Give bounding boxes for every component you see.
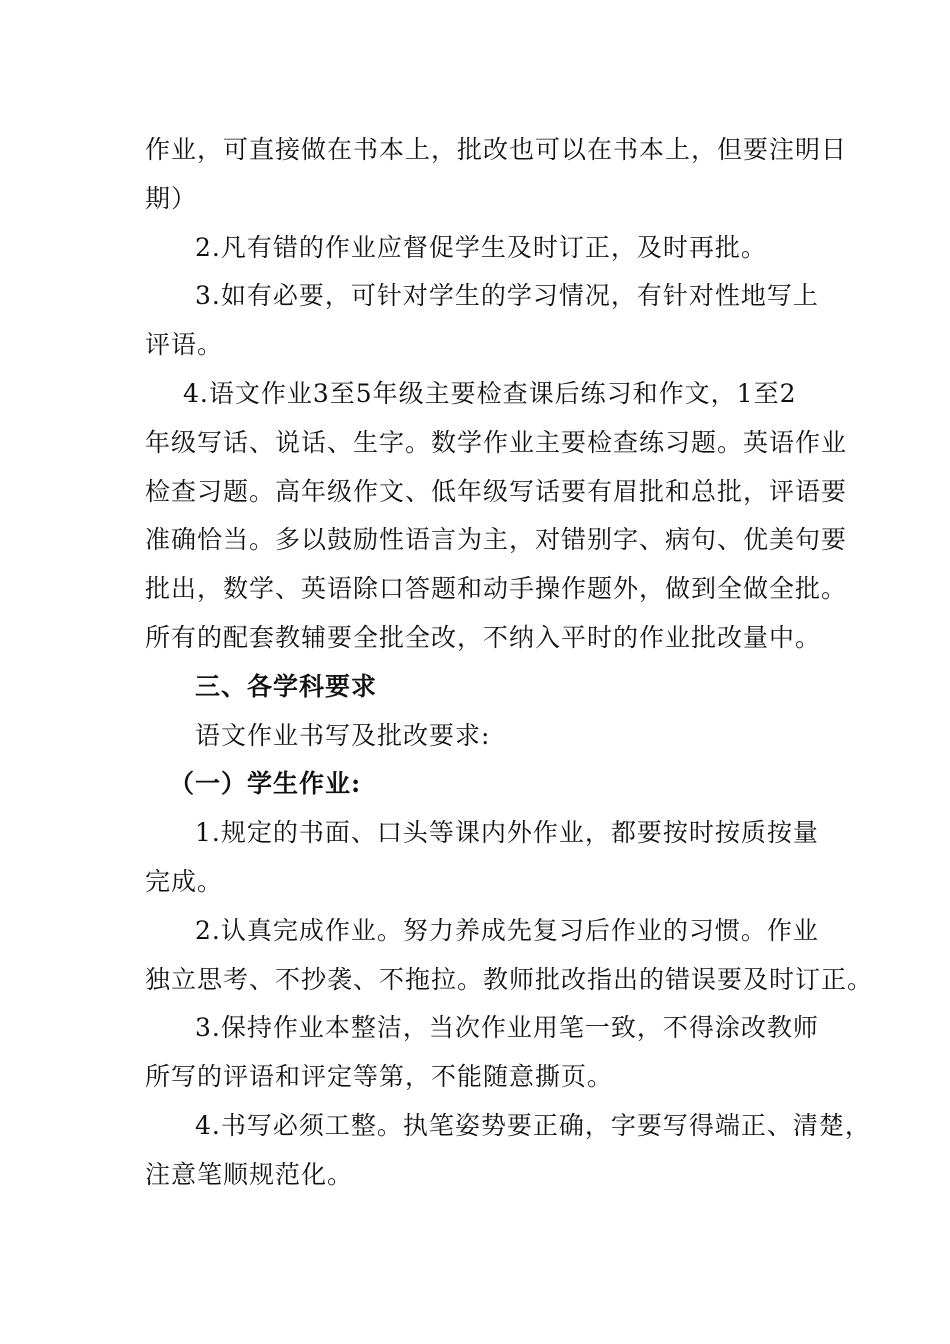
text-line: 独立思考、不抄袭、不拖拉。教师批改指出的错误要及时订正。	[145, 964, 874, 994]
list-item-2: 2.凡有错的作业应督促学生及时订正，及时再批。	[195, 232, 767, 262]
text-line: 批出，数学、英语除口答题和动手操作题外，做到全做全批。	[145, 574, 848, 604]
list-item-3: 3.保持作业本整洁，当次作业用笔一致，不得涂改教师	[195, 1013, 819, 1043]
text-line: 评语。	[145, 330, 224, 360]
document-body	[145, 126, 874, 1200]
list-item-4: 4.语文作业3至5年级主要检查课后练习和作文，1至2	[183, 378, 797, 408]
text-line: 所写的评语和评定等第，不能随意撕页。	[145, 1062, 614, 1092]
list-item-1: 1.规定的书面、口头等课内外作业，都要按时按质按量	[195, 818, 819, 848]
text-line: 作业，可直接做在书本上，批改也可以在书本上，但要注明日	[145, 135, 848, 164]
text-line: 准确恰当。多以鼓励性语言为主，对错别字、病句、优美句要	[145, 525, 848, 555]
subsection-intro: 语文作业书写及批改要求:	[195, 720, 491, 750]
list-item-2: 2.认真完成作业。努力养成先复习后作业的习惯。作业	[195, 915, 819, 945]
text-line: 注意笔顺规范化。	[145, 1159, 354, 1189]
text-line: 期）	[145, 183, 198, 213]
list-item-4: 4.书写必须工整。执笔姿势要正确，字要写得端正、清楚，	[195, 1110, 871, 1140]
text-line: 年级写话、说话、生字。数学作业主要检查练习题。英语作业	[145, 427, 848, 457]
text-line: 完成。	[145, 866, 224, 896]
subsection-heading: （一）学生作业:	[169, 769, 362, 799]
section-heading: 三、各学科要求	[195, 671, 378, 701]
list-item-3: 3.如有必要，可针对学生的学习情况，有针对性地写上	[195, 281, 819, 311]
text-line: 所有的配套教辅要全批全改，不纳入平时的作业批改量中。	[145, 622, 822, 652]
text-line: 检查习题。高年级作文、低年级写话要有眉批和总批，评语要	[145, 476, 848, 506]
